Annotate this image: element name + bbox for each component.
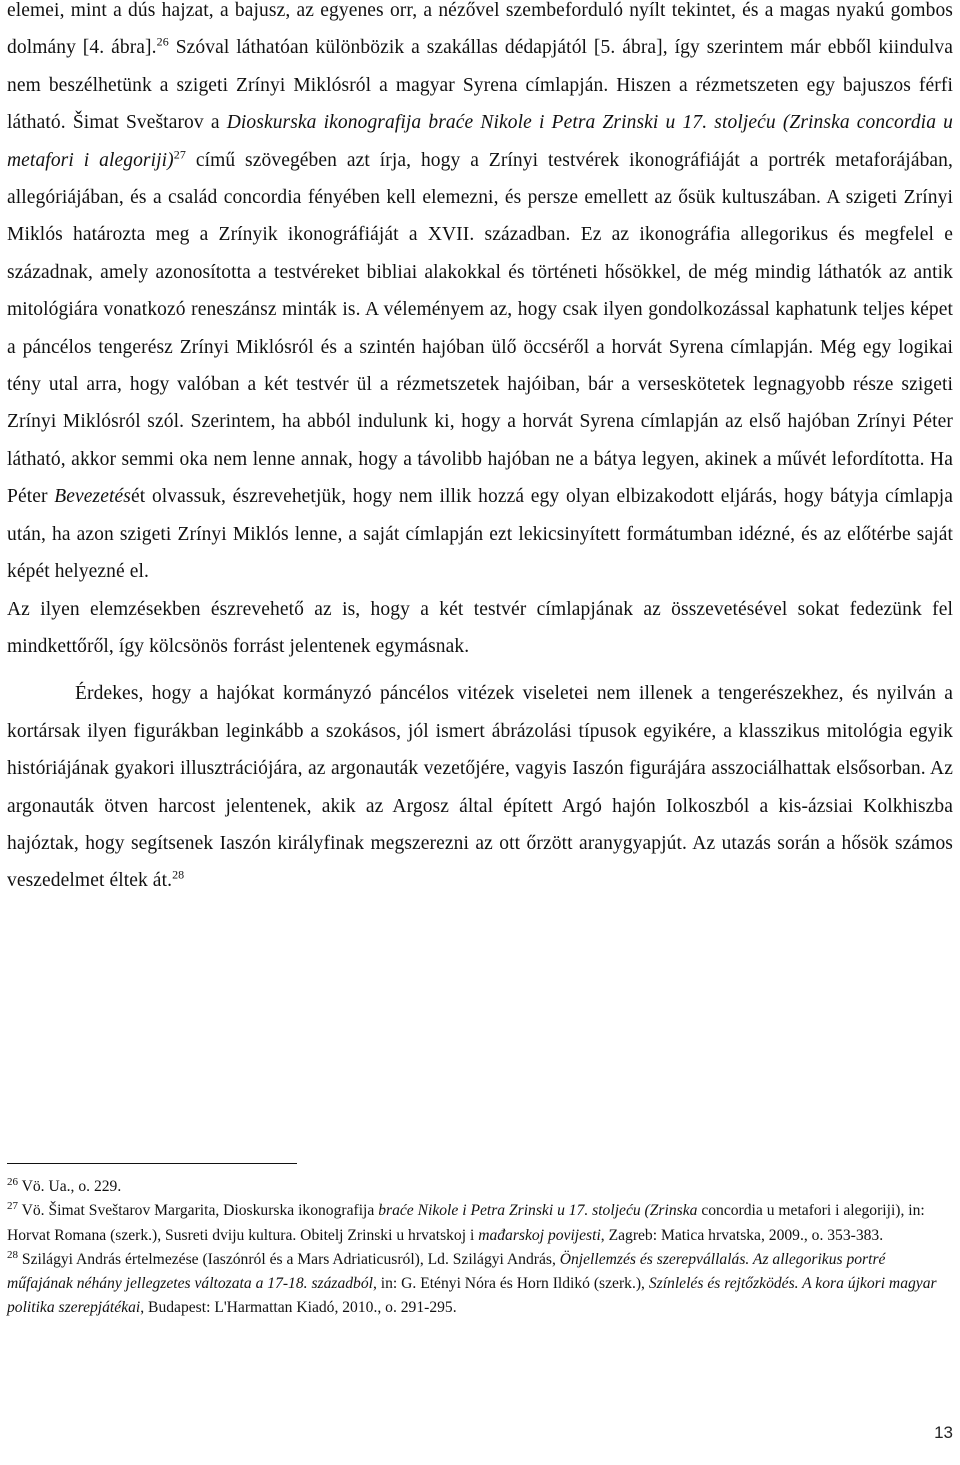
- footnote-number: 28: [7, 1248, 18, 1261]
- footnote-ref-27[interactable]: 27: [173, 147, 186, 162]
- footnote-number: 27: [7, 1200, 18, 1213]
- footnote-text: Vö. Ua., o. 229.: [21, 1178, 122, 1195]
- body-paragraph-3: [7, 675, 953, 899]
- footnote-text: , Budapest: L'Harmattan Kiadó, 2010., o. 291-295.: [140, 1299, 457, 1317]
- footnote-text: , in: G. Etényi Nóra és Horn Ildikó (szerk.),: [372, 1275, 649, 1293]
- footnote-ref-28[interactable]: 28: [172, 867, 185, 882]
- footnote-27: [7, 1199, 953, 1248]
- body-paragraph-2: Az ilyen elemzésekben észrevehető az is, hogy a két testvér címlapjának az összevetésével sokat fedezünk fel mindkettőről, így kölcsönös forrást jelentenek egymásnak.: [7, 598, 953, 657]
- cited-title: Dioskurska ikonografija braće Nikole i Petra Zrinski u 17. stoljeću (Zrinska concordia u metafori i alegoriji): [7, 112, 953, 171]
- footnotes: [7, 1175, 953, 1321]
- footnote-text: Vö. Šimat Sveštarov Margarita, Dioskurska ikonografija: [21, 1202, 379, 1220]
- page-number: 13: [934, 1423, 953, 1442]
- footnote-text: Szilágyi András értelmezése (Iaszónról és a Mars Adriaticusról), Ld. Szilágyi András,: [21, 1250, 560, 1268]
- footnote-28: [7, 1248, 953, 1321]
- footnote-italic: Színlelés és rejtőzködés. A kora újkori magyar politika szerepjátékai: [7, 1275, 937, 1317]
- footnote-text: concordia u metafori i alegoriji), in: Horvat Romana (szerk.), Susreti dviju kultura. Obitelj Zrinski u hrvatskoj i: [7, 1202, 925, 1244]
- cited-title: Bevezetés: [54, 486, 131, 508]
- paragraph-text: elemei, mint a dús hajzat, a bajusz, az egyenes orr, a nézővel szembeforduló nyílt tekintet, és a magas nyakú gombos dolmány [4. ábra].: [7, 0, 953, 59]
- paragraph-text: Érdekes, hogy a hajókat kormányzó páncélos vitézek viseletei nem illenek a tengerészekhez, és nyilván a kortársak ilyen figurákban leginkább a szokásos, jól ismert ábrázolási típusok egyikére, a klasszikus mitológia egyik históriájának gyakori illusztrációjára, az argonauták vezetőjére, vagyis Iaszón figurájára asszociálhattak elsősorban. Az argonauták ötven harcost jelentenek, akik az Argosz által épített Argó hajón Iolkoszból a kis-ázsiai Kolkhiszba hajóztak, hogy segítsenek Iaszón királyfinak megszerezni az ott őrzött aranygyapjút. Az utazás során a hősök számos veszedelmet éltek át.: [7, 683, 953, 892]
- paragraph-text: című szövegében azt írja, hogy a Zrínyi testvérek ikonográfiáját a portrék metaforájában, allegóriájában, és a család concordia fényében kell elemezni, és persze emellett az ősük kultuszában. A szigeti Zrínyi Miklós határozta meg a Zrínyik ikonográfiáját a XVII. században. Ez az ikonográfia allegorikus és megfelel e századnak, amely azonosította a testvéreket bibliai alakokkal és történeti hősökkel, de még mindig láthatók az antik mitológiára vonatkozó reneszánsz minták is. A véleményem az, hogy csak ilyen gondolkozással kaphatunk teljes képet a páncélos tengerész Zrínyi Miklósról és a szintén hajóban ülő öccséről a horvát Syrena címlapján. Még egy logikai tény utal arra, hogy valóban a két testvér ül a rézmetszetek hajóiban, bár a verseskötetek legnagyobb része szigeti Zrínyi Miklósról szól. Szerintem, ha abból indulunk ki, hogy a horvát Syrena címlapján az első hajóban Zrínyi Péter látható, akkor semmi oka nem lenne annak, hogy a távolibb hajóban ne a bátya legyen, akinek a művét lefordította. Ha Péter: [7, 149, 953, 508]
- paragraph-text: ét olvassuk, észrevehetjük, hogy nem illik hozzá egy olyan elbizakodott eljárás, hogy bátyja címlapja után, ha azon szigeti Zrínyi Miklós lenne, a saját címlapján ezt lekicsinyített formátumban idézné, és az előtérbe saját képét helyezné el.: [7, 486, 954, 583]
- footnote-26: [7, 1175, 953, 1199]
- body-paragraph-1: [7, 0, 953, 591]
- footnote-text: , Zagreb: Matica hrvatska, 2009., o. 353-383.: [600, 1226, 884, 1244]
- footnote-separator: [7, 1163, 297, 1164]
- footnote-italic: braće Nikole i Petra Zrinski u 17. stoljeću (Zrinska: [378, 1202, 698, 1220]
- footnote-italic: mađarskoj povijesti: [478, 1226, 601, 1244]
- footnote-italic: Önjellemzés és szerepvállalás. Az allegorikus portré műfajának néhány jellegzetes változata a 17-18. századból: [7, 1250, 886, 1293]
- document-page: [7, 0, 954, 1317]
- footnote-ref-26[interactable]: 26: [156, 34, 169, 49]
- paragraph-text: Szóval láthatóan különbözik a szakállas dédapjától [5. ábra], így szerintem már ebből kiindulva nem beszélhetünk a szigeti Zrínyi Miklósról a magyar Syrena címlapján. Hiszen a rézmetszeten egy bajuszos férfi látható. Šimat Sveštarov a: [7, 37, 953, 134]
- footnote-number: 26: [7, 1175, 18, 1188]
